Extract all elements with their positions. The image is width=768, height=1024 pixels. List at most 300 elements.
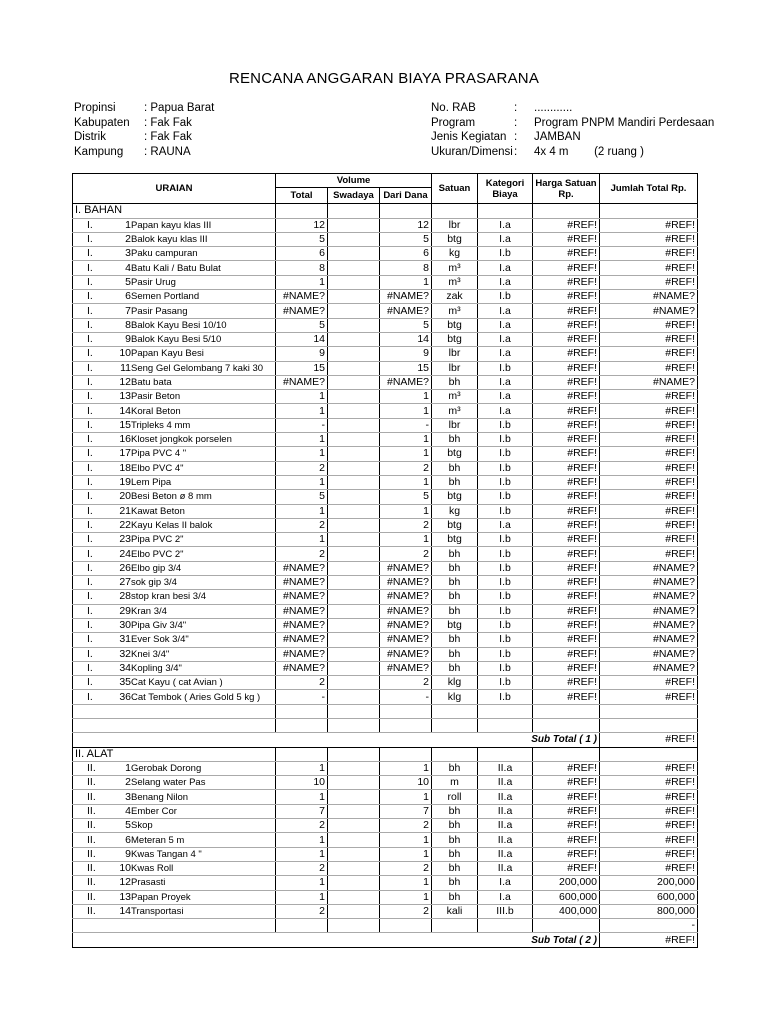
volume-dana: 1 [380,761,432,775]
volume-swadaya [328,347,380,361]
volume-dana: 6 [380,247,432,261]
col-uraian: URAIAN [73,174,276,204]
jumlah-total: #REF! [600,847,698,861]
item-name: Kwas Tangan 4 " [131,848,202,860]
volume-swadaya [328,361,380,375]
empty-cell [478,718,533,732]
kategori: I.a [478,518,533,532]
item-prefix: I. [87,433,93,446]
item-cell [73,332,276,346]
item-number: 30 [119,619,131,632]
volume-total: #NAME? [276,647,328,661]
kategori: I.b [478,361,533,375]
table-body [73,204,698,947]
volume-total: 1 [276,790,328,804]
satuan: bh [432,804,478,818]
item-number: 3 [125,790,131,803]
jumlah-total: #REF! [600,247,698,261]
harga-satuan: #REF! [533,518,600,532]
volume-swadaya [328,475,380,489]
harga-satuan: #REF! [533,804,600,818]
volume-swadaya [328,290,380,304]
jumlah-total: #REF! [600,547,698,561]
volume-total: 2 [276,461,328,475]
item-cell [73,847,276,861]
item-name: Lem Pipa [131,477,172,489]
item-cell [73,576,276,590]
item-cell [73,275,276,289]
item-name: Elbo PVC 4" [131,462,184,474]
kategori: I.b [478,690,533,704]
volume-dana: 2 [380,904,432,918]
volume-total: 1 [276,404,328,418]
harga-satuan: #REF! [533,647,600,661]
item-number: 23 [119,533,131,546]
volume-total: #NAME? [276,618,328,632]
table-row [73,490,698,504]
item-cell [73,461,276,475]
subtotal-value: #REF! [600,733,698,747]
col-kategori: Kategori Biaya [478,174,533,204]
jumlah-total: #NAME? [600,375,698,389]
item-prefix: I. [87,261,93,274]
item-number: 5 [125,819,131,832]
item-number: 35 [119,676,131,689]
item-number: 9 [125,847,131,860]
volume-dana: 1 [380,876,432,890]
volume-dana: #NAME? [380,618,432,632]
item-name: Pasir Urug [131,276,176,288]
item-prefix: I. [87,661,93,674]
volume-swadaya [328,861,380,875]
empty-cell [600,718,698,732]
item-prefix: I. [87,404,93,417]
volume-total: 15 [276,361,328,375]
item-cell [73,261,276,275]
kategori: I.b [478,490,533,504]
item-cell [73,904,276,918]
harga-satuan: #REF! [533,318,600,332]
item-prefix: I. [87,619,93,632]
harga-satuan: #REF! [533,761,600,775]
kategori: I.b [478,533,533,547]
volume-dana: #NAME? [380,375,432,389]
satuan: bh [432,819,478,833]
item-prefix: I. [87,461,93,474]
volume-swadaya [328,318,380,332]
item-number: 2 [125,776,131,789]
jumlah-total: - [600,919,698,933]
item-name: Kran 3/4 [131,605,167,617]
empty-cell [380,704,432,718]
item-number: 14 [119,404,131,417]
kategori: I.b [478,576,533,590]
table-row [73,804,698,818]
item-number: 28 [119,590,131,603]
item-name: Besi Beton ø 8 mm [131,491,212,503]
harga-satuan: #REF! [533,633,600,647]
item-name: Pipa PVC 2" [131,534,184,546]
item-name: sok gip 3/4 [131,577,177,589]
item-name: Semen Portland [131,291,200,303]
volume-total: 9 [276,347,328,361]
kategori: I.b [478,418,533,432]
header-left-label: Kampung [74,145,124,158]
empty-cell [478,919,533,933]
item-number: 12 [119,376,131,388]
item-cell [73,533,276,547]
subtotal-label: Sub Total ( 2 ) [73,933,600,947]
item-prefix: II. [87,819,96,832]
volume-swadaya [328,490,380,504]
jumlah-total: #REF! [600,218,698,232]
satuan: bh [432,847,478,861]
jumlah-total: #REF! [600,461,698,475]
jumlah-total: #NAME? [600,290,698,304]
header-left-value: : Papua Barat [144,102,215,114]
volume-swadaya [328,576,380,590]
satuan: m³ [432,304,478,318]
item-cell [73,418,276,432]
volume-dana: 14 [380,332,432,346]
kategori: I.b [478,447,533,461]
item-number: 34 [119,661,131,674]
volume-total: 2 [276,547,328,561]
kategori: I.b [478,633,533,647]
volume-swadaya [328,247,380,261]
volume-dana: 2 [380,819,432,833]
kategori: I.a [478,876,533,890]
empty-cell [276,747,328,761]
volume-dana: 5 [380,318,432,332]
item-number: 14 [119,904,131,917]
harga-satuan: #REF! [533,819,600,833]
jumlah-total: 200,000 [600,876,698,890]
empty-cell [328,718,380,732]
item-prefix: I. [87,504,93,517]
satuan: zak [432,290,478,304]
item-number: 8 [125,318,131,331]
volume-dana: 1 [380,275,432,289]
table-row [73,218,698,232]
item-number: 27 [119,576,131,589]
harga-satuan: #REF! [533,218,600,232]
satuan: btg [432,318,478,332]
volume-dana: 1 [380,504,432,518]
item-cell [73,690,276,704]
item-prefix: I. [87,490,93,503]
table-row [73,861,698,875]
item-cell [73,604,276,618]
volume-total: #NAME? [276,561,328,575]
volume-dana: 1 [380,390,432,404]
table-row [73,390,698,404]
volume-total: 2 [276,819,328,833]
satuan: klg [432,676,478,690]
item-number: 4 [125,804,131,817]
col-satuan: Satuan [432,174,478,204]
item-number: 32 [119,647,131,660]
item-name: Tripleks 4 mm [131,419,191,431]
volume-total: 1 [276,533,328,547]
jumlah-total: #REF! [600,447,698,461]
item-name: Pasir Beton [131,391,181,403]
item-cell [73,404,276,418]
item-prefix: I. [87,647,93,660]
item-prefix: II. [87,876,96,889]
item-cell [73,490,276,504]
item-name: Pipa Giv 3/4" [131,620,187,632]
item-name: Batu bata [131,377,172,388]
item-number: 16 [119,433,131,446]
item-name: Pipa PVC 4 " [131,448,187,460]
volume-swadaya [328,633,380,647]
item-name: Ember Cor [131,805,177,817]
item-name: Selang water Pas [131,777,206,789]
item-prefix: II. [87,862,96,875]
kategori: I.a [478,261,533,275]
empty-cell [276,204,328,218]
item-number: 17 [119,447,131,460]
satuan: kg [432,247,478,261]
jumlah-total: #REF! [600,347,698,361]
table-row [73,461,698,475]
item-prefix: I. [87,533,93,546]
harga-satuan: #REF! [533,433,600,447]
harga-satuan: #REF! [533,504,600,518]
item-number: 36 [119,690,131,703]
volume-dana: #NAME? [380,647,432,661]
satuan: m³ [432,275,478,289]
volume-total: - [276,690,328,704]
satuan: btg [432,232,478,246]
subtotal-value: #REF! [600,933,698,947]
volume-total: 1 [276,275,328,289]
item-name: Kawat Beton [131,505,185,517]
jumlah-total: #REF! [600,361,698,375]
item-name: Cat Tembok ( Aries Gold 5 kg ) [131,691,261,703]
kategori: I.a [478,375,533,389]
item-prefix: I. [87,547,93,560]
table-row [73,647,698,661]
harga-satuan: #REF! [533,561,600,575]
item-name: Ever Sok 3/4" [131,634,189,646]
table-row [73,790,698,804]
item-cell [73,590,276,604]
table-row [73,633,698,647]
header-left-value: : Fak Fak [144,131,192,143]
item-name: Papan Proyek [131,891,191,903]
item-cell [73,804,276,818]
jumlah-total: #REF! [600,690,698,704]
empty-cell [533,718,600,732]
subtotal-row [73,733,698,747]
jumlah-total: #REF! [600,819,698,833]
volume-dana: 12 [380,218,432,232]
jumlah-total: #REF! [600,433,698,447]
kategori: I.a [478,275,533,289]
harga-satuan: #REF! [533,361,600,375]
item-cell [73,218,276,232]
kategori: I.a [478,318,533,332]
satuan: m³ [432,404,478,418]
item-cell [73,347,276,361]
harga-satuan: #REF! [533,418,600,432]
volume-dana: #NAME? [380,304,432,318]
item-number: 5 [125,275,131,288]
jumlah-total: #REF! [600,518,698,532]
table-row [73,232,698,246]
jumlah-total: #REF! [600,232,698,246]
col-harga: Harga Satuan Rp. [533,174,600,204]
kategori: I.b [478,647,533,661]
volume-total: #NAME? [276,304,328,318]
item-prefix: I. [87,476,93,489]
kategori: II.a [478,819,533,833]
satuan: bh [432,590,478,604]
item-number: 9 [125,333,131,346]
item-number: 10 [119,862,131,875]
item-number: 20 [119,490,131,503]
satuan: lbr [432,418,478,432]
volume-swadaya [328,676,380,690]
header-left-label: Kabupaten [74,116,130,129]
table-row [73,819,698,833]
satuan: bh [432,761,478,775]
volume-swadaya [328,876,380,890]
volume-swadaya [328,847,380,861]
empty-cell [478,204,533,218]
subtotal-label: Sub Total ( 1 ) [73,733,600,747]
item-cell [73,676,276,690]
volume-swadaya [328,776,380,790]
volume-dana: 5 [380,232,432,246]
kategori: I.b [478,290,533,304]
header-left-value: : RAUNA [144,145,191,158]
kategori: II.a [478,761,533,775]
jumlah-total: #NAME? [600,590,698,604]
satuan: btg [432,618,478,632]
item-prefix: II. [87,847,96,860]
volume-dana: 1 [380,447,432,461]
jumlah-total: #REF! [600,261,698,275]
satuan: bh [432,461,478,475]
section-label: II. ALAT [73,747,276,761]
volume-dana: 7 [380,804,432,818]
item-name: Balok Kayu Besi 5/10 [131,334,222,346]
item-name: Benang Nilon [131,791,189,803]
subtotal-row [73,933,698,947]
table-row [73,533,698,547]
empty-cell [432,919,478,933]
item-prefix: I. [87,318,93,331]
satuan: btg [432,490,478,504]
harga-satuan: #REF! [533,676,600,690]
harga-satuan: #REF! [533,833,600,847]
satuan: bh [432,661,478,675]
item-prefix: II. [87,833,96,846]
volume-total: 6 [276,247,328,261]
item-cell [73,861,276,875]
jumlah-total: #REF! [600,390,698,404]
satuan: kali [432,904,478,918]
volume-dana: 1 [380,833,432,847]
jumlah-total: #REF! [600,275,698,289]
table-row [73,518,698,532]
jumlah-total: #NAME? [600,561,698,575]
item-number: 26 [119,561,131,574]
jumlah-total: #REF! [600,332,698,346]
jumlah-total: #NAME? [600,647,698,661]
table-row [73,290,698,304]
item-prefix: I. [87,304,93,317]
header-right-sep: : [514,145,518,158]
item-name: Prasasti [131,877,166,889]
volume-dana: #NAME? [380,576,432,590]
harga-satuan: #REF! [533,447,600,461]
harga-satuan: #REF! [533,404,600,418]
item-prefix: I. [87,590,93,603]
empty-cell [328,704,380,718]
table-row [73,418,698,432]
item-name: Papan kayu klas III [131,219,212,231]
item-prefix: I. [87,561,93,574]
harga-satuan: #REF! [533,533,600,547]
empty-cell [600,747,698,761]
volume-swadaya [328,790,380,804]
volume-dana: 2 [380,861,432,875]
table-row [73,318,698,332]
volume-dana: #NAME? [380,633,432,647]
item-cell [73,819,276,833]
item-prefix: I. [87,361,93,374]
volume-dana: 1 [380,433,432,447]
item-prefix: II. [87,776,96,789]
empty-cell [73,718,276,732]
item-cell [73,761,276,775]
volume-swadaya [328,618,380,632]
jumlah-total: #REF! [600,418,698,432]
item-prefix: I. [87,218,93,231]
kategori: II.a [478,833,533,847]
jumlah-total: #REF! [600,404,698,418]
empty-cell [73,919,276,933]
kategori: I.a [478,404,533,418]
item-cell [73,833,276,847]
harga-satuan: #REF! [533,390,600,404]
satuan: bh [432,547,478,561]
item-number: 4 [125,261,131,274]
volume-total: 1 [276,876,328,890]
volume-swadaya [328,819,380,833]
item-name: Gerobak Dorong [131,763,202,775]
empty-cell [432,204,478,218]
table-row [73,604,698,618]
kategori: I.b [478,247,533,261]
volume-total: 2 [276,676,328,690]
volume-total: - [276,418,328,432]
kategori: I.b [478,547,533,561]
item-number: 3 [125,247,131,260]
item-name: Kayu Kelas II balok [131,519,213,531]
item-number: 12 [119,876,131,889]
jumlah-total: #REF! [600,490,698,504]
empty-cell [328,747,380,761]
item-cell [73,876,276,890]
item-number: 10 [119,347,131,360]
satuan: btg [432,332,478,346]
volume-dana: 2 [380,547,432,561]
